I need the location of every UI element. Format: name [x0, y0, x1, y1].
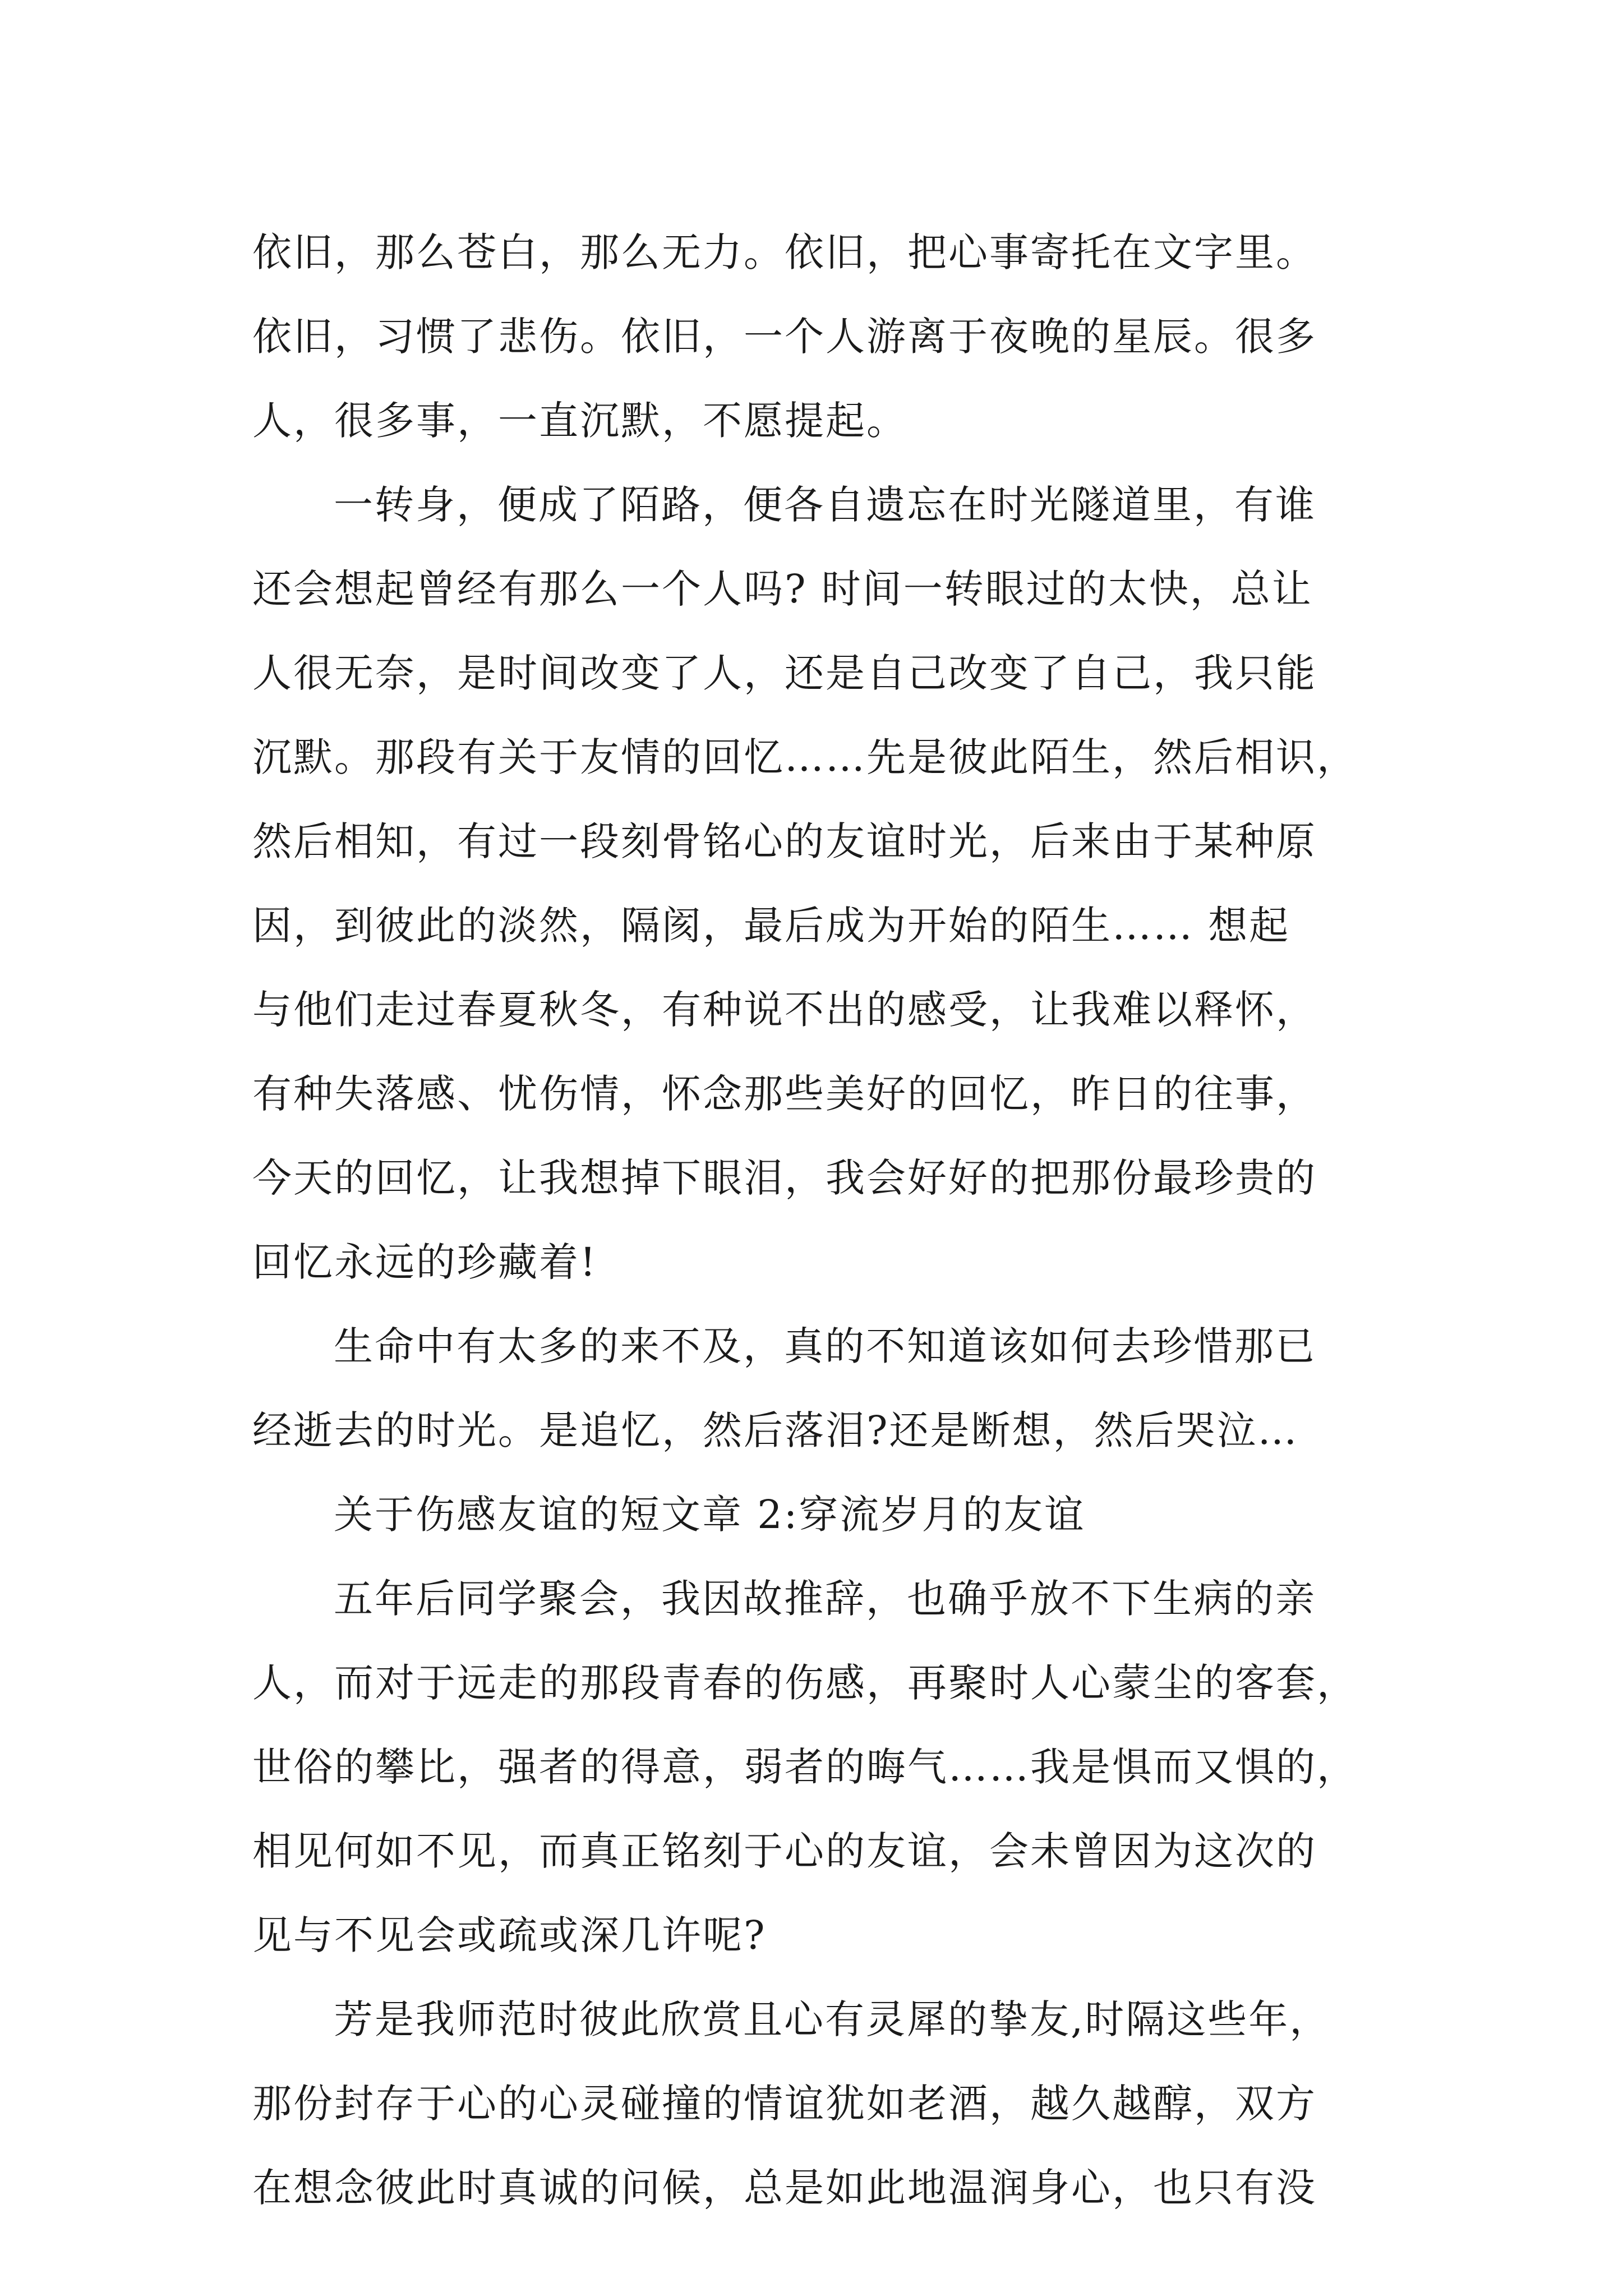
text-line: 有种失落感、忧伤情，怀念那些美好的回忆，昨日的往事， [252, 1071, 1317, 1117]
section-heading: 关于伤感友谊的短文章 2:穿流岁月的友谊 [334, 1492, 1086, 1538]
text-line: 与他们走过春夏秋冬，有种说不出的感受，让我难以释怀， [252, 987, 1317, 1033]
text-line: 因，到彼此的淡然，隔阂，最后成为开始的陌生…… 想起 [252, 903, 1290, 949]
text-line: 还会想起曾经有那么一个人吗? 时间一转眼过的太快，总让 [252, 566, 1313, 612]
text-line: 依旧，那么苍白，那么无力。依旧，把心事寄托在文字里。 [252, 229, 1317, 275]
text-line: 见与不见会或疏或深几许呢? [252, 1912, 767, 1958]
text-line: 依旧，习惯了悲伤。依旧，一个人游离于夜晚的星辰。很多 [252, 314, 1317, 360]
paragraph-start-line: 生命中有太多的来不及，真的不知道该如何去珍惜那已 [334, 1323, 1316, 1369]
paragraph-start-line: 一转身，便成了陌路，便各自遗忘在时光隧道里，有谁 [334, 482, 1316, 528]
text-line: 世俗的攀比，强者的得意，弱者的晦气……我是惧而又惧的， [252, 1744, 1358, 1790]
text-line: 在想念彼此时真诚的问候，总是如此地温润身心，也只有没 [252, 2165, 1317, 2211]
text-line: 相见何如不见，而真正铭刻于心的友谊，会未曾因为这次的 [252, 1828, 1317, 1874]
text-line: 沉默。那段有关于友情的回忆……先是彼此陌生，然后相识， [252, 734, 1358, 780]
text-line: 人，而对于远走的那段青春的伤感，再聚时人心蒙尘的客套， [252, 1660, 1358, 1706]
text-line: 今天的回忆，让我想掉下眼泪，我会好好的把那份最珍贵的 [252, 1155, 1317, 1201]
text-line: 回忆永远的珍藏着! [252, 1239, 598, 1285]
text-line: 那份封存于心的心灵碰撞的情谊犹如老酒，越久越醇，双方 [252, 2081, 1317, 2127]
text-line: 人，很多事，一直沉默，不愿提起。 [252, 398, 907, 444]
text-line: 经逝去的时光。是追忆，然后落泪?还是断想，然后哭泣… [252, 1407, 1299, 1453]
body-text [252, 210, 1396, 2230]
paragraph-start-line: 五年后同学聚会，我因故推辞，也确乎放不下生病的亲 [334, 1576, 1316, 1622]
text-line: 人很无奈，是时间改变了人，还是自己改变了自己，我只能 [252, 650, 1317, 696]
text-line: 然后相知，有过一段刻骨铭心的友谊时光，后来由于某种原 [252, 818, 1317, 864]
paragraph-start-line: 芳是我师范时彼此欣赏且心有灵犀的挚友,时隔这些年， [334, 1996, 1331, 2042]
